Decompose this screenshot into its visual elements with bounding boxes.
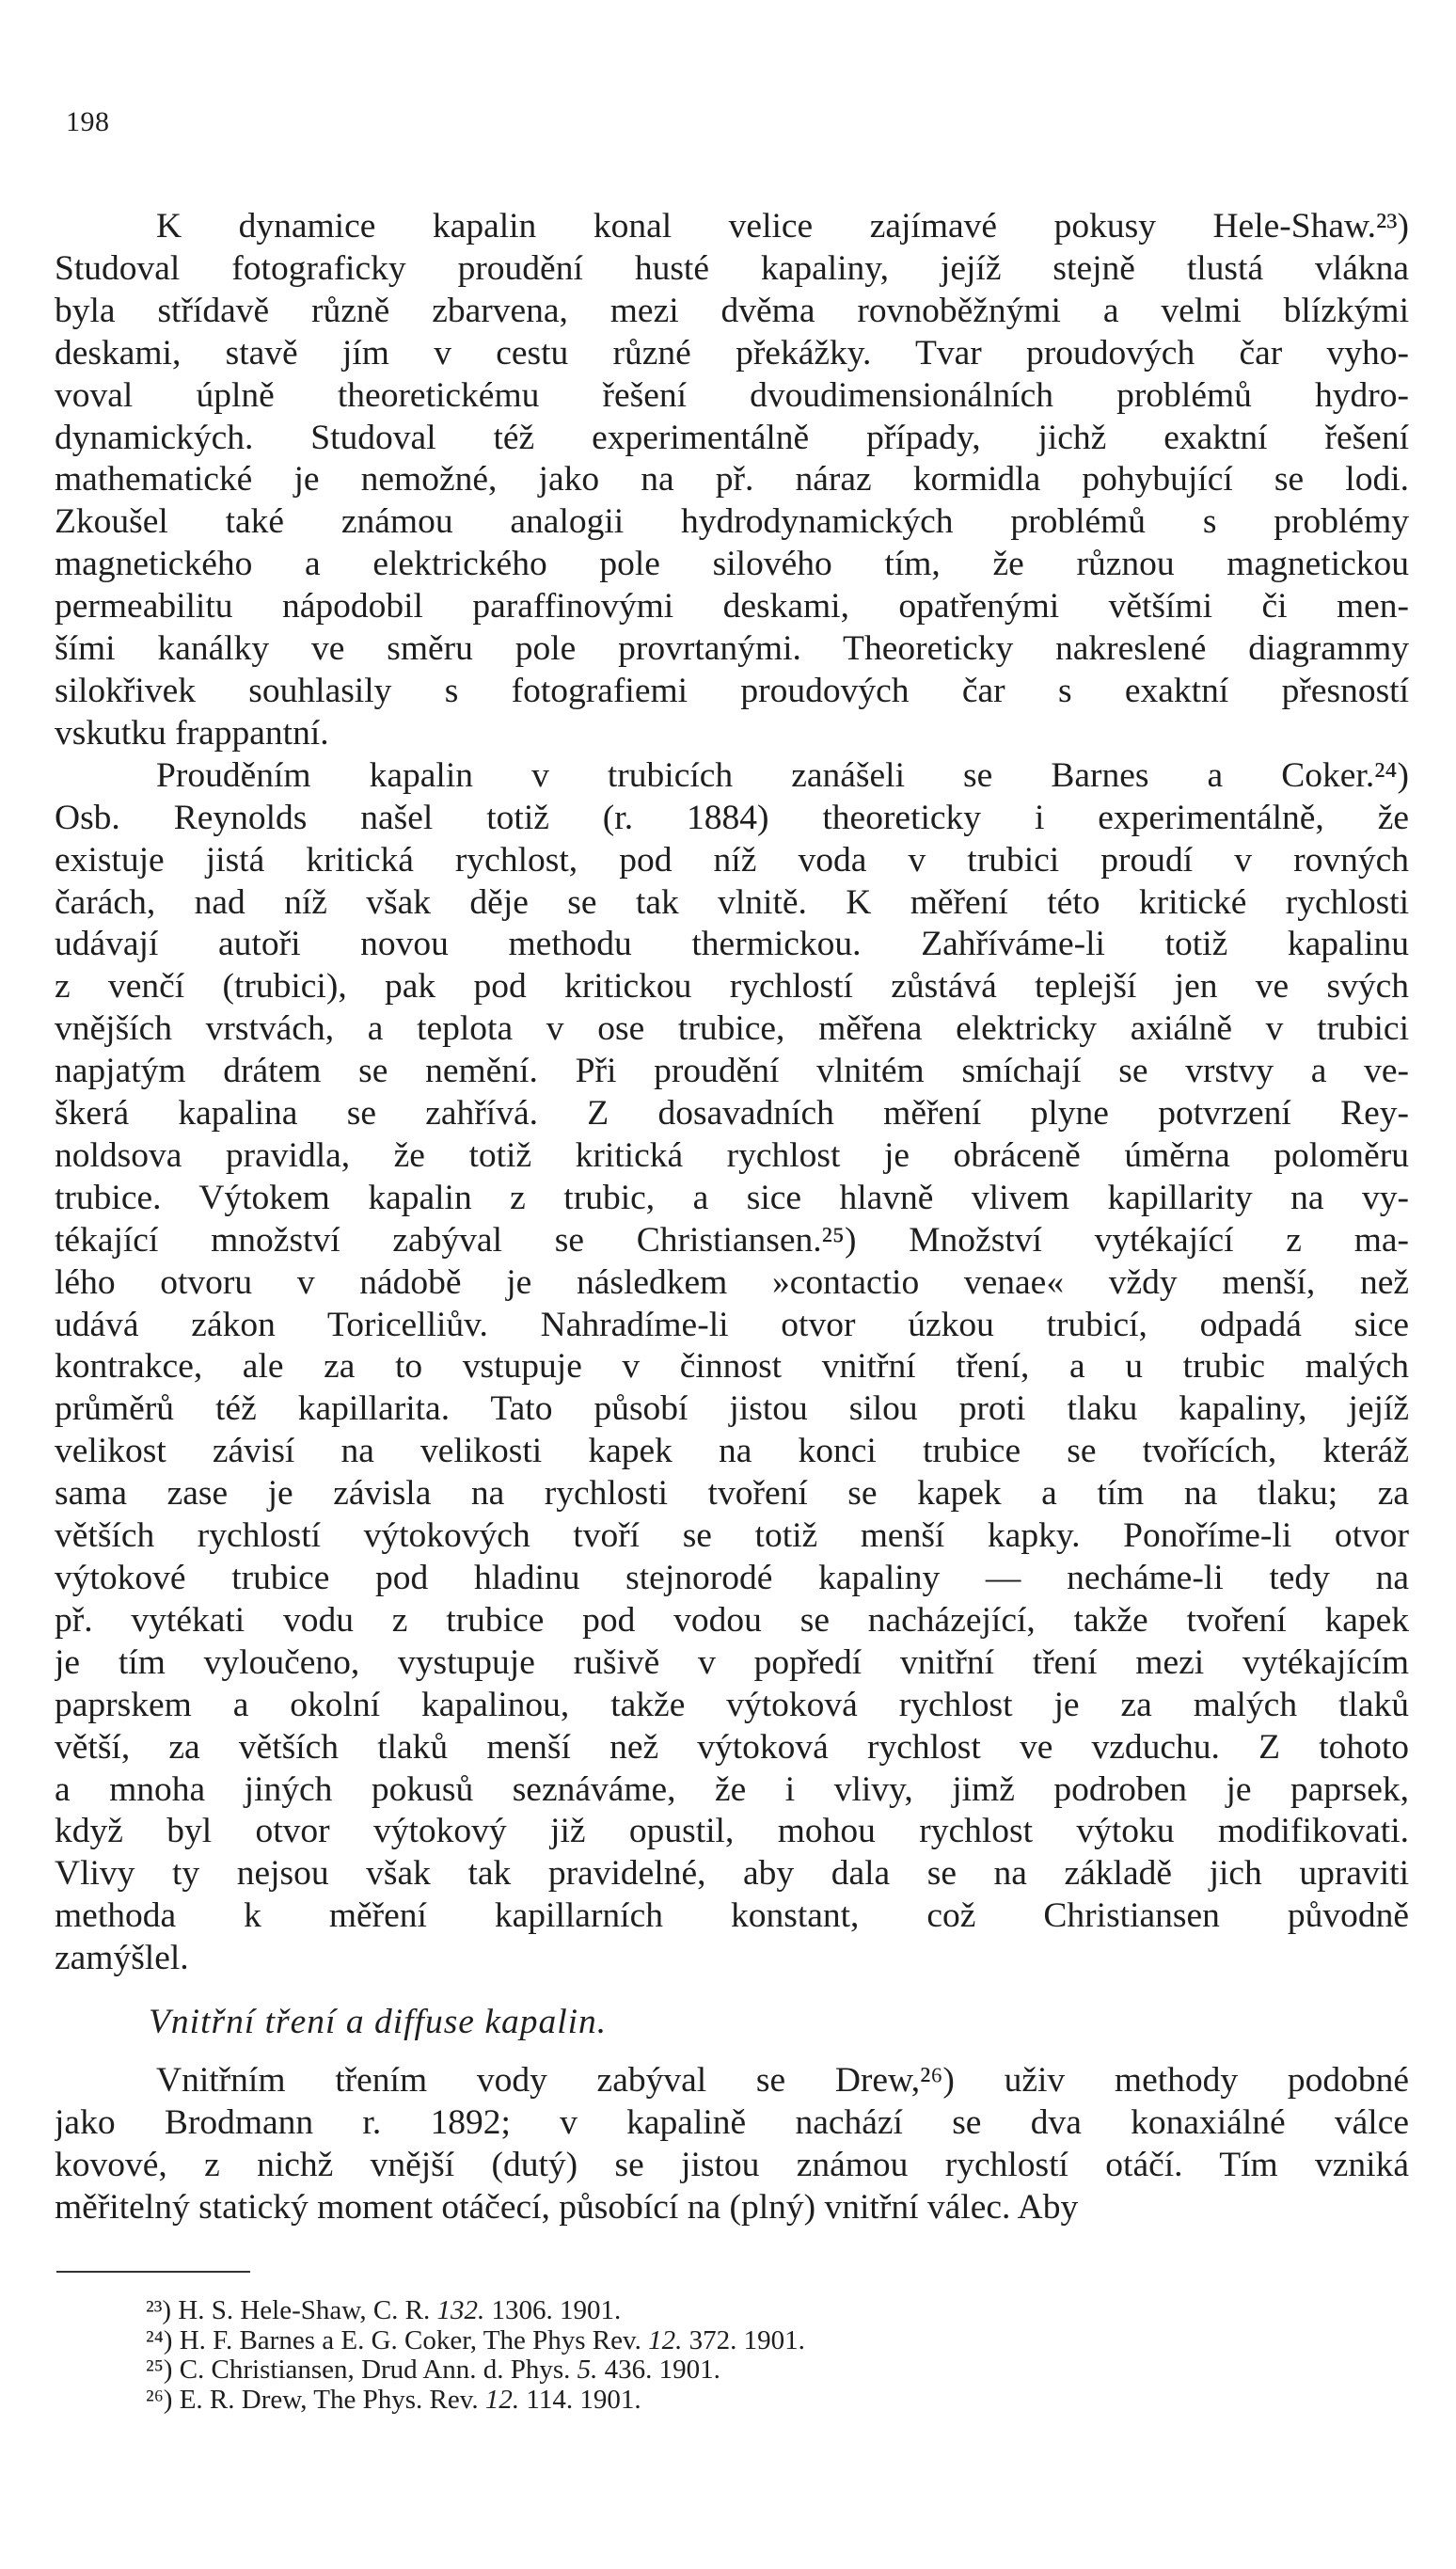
- text-line: jako Brodmann r. 1892; v kapalině nachází se dva konaxiálné válce: [55, 2102, 1409, 2142]
- text-line: napjatým drátem se nemění. Při proudění vlnitém smíchají se vrstvy a ve-: [55, 1052, 1409, 1091]
- footnote: [146, 2296, 805, 2326]
- text-line: vnějších vrstvách, a teplota v ose trubice, měřena elektricky axiálně v trubici: [55, 1009, 1409, 1049]
- text-line: kontrakce, ale za to vstupuje v činnost vnitřní tření, a u trubic malých: [55, 1347, 1409, 1387]
- text-line: větších rychlostí výtokových tvoří se totiž menší kapky. Ponoříme-li otvor: [55, 1516, 1409, 1556]
- footnote-journal: Drud Ann. d. Phys.: [361, 2355, 571, 2385]
- footnote-mark: ²³): [146, 2295, 172, 2325]
- footnote-volume: 12.: [484, 2384, 520, 2415]
- paragraph-1: [55, 206, 1409, 755]
- paragraph-3: [55, 2060, 1409, 2229]
- footnote-authors: H. S. Hele-Shaw,: [178, 2295, 367, 2325]
- text-line: udává zákon Toricelliův. Nahradíme-li otvor úzkou trubicí, odpadá sice: [55, 1305, 1409, 1344]
- main-text: [55, 206, 1409, 1980]
- text-line: Osb. Reynolds našel totiž (r. 1884) theoreticky i experimentálně, že: [55, 798, 1409, 837]
- text-line: Studoval fotograficky proudění husté kapaliny, jejíž stejně tlustá vlákna: [55, 248, 1409, 288]
- text-line: měřitelný statický moment otáčecí, působící na (plný) vnitřní válec. Aby: [55, 2187, 1079, 2227]
- text-line: tékající množství zabýval se Christiansen.²⁵) Množství vytékající z ma-: [55, 1220, 1409, 1260]
- footnote-journal: C. R.: [372, 2295, 431, 2325]
- text-line: magnetického a elektrického pole silového tím, že různou magnetickou: [55, 545, 1409, 584]
- footnote: [146, 2386, 805, 2416]
- text-line: kovové, z nichž vnější (dutý) se jistou známou rychlostí otáčí. Tím vzniká: [55, 2145, 1409, 2184]
- footnote-pages-year: 1306. 1901.: [491, 2295, 622, 2325]
- text-line: Vlivy ty nejsou však tak pravidelné, aby dala se na základě jich upraviti: [55, 1854, 1409, 1894]
- footnote: [146, 2326, 805, 2356]
- text-line: větší, za větších tlaků menší než výtoková rychlost ve vzduchu. Z tohoto: [55, 1727, 1409, 1767]
- text-line: a mnoha jiných pokusů seznáváme, že i vlivy, jimž podroben je paprsek,: [55, 1769, 1409, 1809]
- text-line: udávají autoři novou methodu thermickou. Zahříváme-li totiž kapalinu: [55, 925, 1409, 964]
- footnote-journal: The Phys. Rev.: [313, 2384, 479, 2415]
- paragraph-3-block: [55, 2060, 1409, 2229]
- footnote-pages-year: 114. 1901.: [526, 2384, 641, 2415]
- footnote-authors: C. Christiansen,: [179, 2355, 355, 2385]
- text-line: průměrů též kapillarita. Tato působí jistou silou proti tlaku kapaliny, jejíž: [55, 1389, 1409, 1429]
- text-line: existuje jistá kritická rychlost, pod níž voda v trubici proudí v rovných: [55, 840, 1409, 880]
- paragraph-2: [55, 755, 1409, 1980]
- text-line: noldsova pravidla, že totiž kritická rychlost je obráceně úměrna poloměru: [55, 1135, 1409, 1175]
- footnote-volume: 12.: [648, 2324, 683, 2355]
- text-line: permeabilitu nápodobil paraffinovými deskami, opatřenými většími či men-: [55, 587, 1409, 626]
- section-heading: Vnitřní tření a diffuse kapalin.: [149, 2003, 608, 2041]
- footnotes: [146, 2296, 805, 2415]
- text-line: Zkoušel také známou analogii hydrodynamických problémů s problémy: [55, 502, 1409, 542]
- text-line: šími kanálky ve směru pole provrtanými. Theoreticky nakreslené diagrammy: [55, 629, 1409, 669]
- text-line: velikost závisí na velikosti kapek na konci trubice se tvořících, kteráž: [55, 1432, 1409, 1471]
- text-line: deskami, stavě jím v cestu různé překážky. Tvar proudových čar vyho-: [55, 333, 1409, 373]
- footnote-volume: 132.: [436, 2295, 485, 2325]
- text-line: voval úplně theoretickému řešení dvoudimensionálních problémů hydro-: [55, 375, 1409, 415]
- text-line: lého otvoru v nádobě je následkem »contactio venae« vždy menší, než: [55, 1262, 1409, 1302]
- footnote-authors: E. R. Drew,: [179, 2384, 308, 2415]
- footnote-volume: 5.: [577, 2355, 598, 2385]
- text-line: trubice. Výtokem kapalin z trubic, a sice hlavně vlivem kapillarity na vy-: [55, 1178, 1409, 1217]
- text-line: byla střídavě různě zbarvena, mezi dvěma rovnoběžnými a velmi blízkými: [55, 291, 1409, 330]
- text-line: př. vytékati vodu z trubice pod vodou se nacházející, takže tvoření kapek: [55, 1600, 1409, 1640]
- page-number: 198: [66, 106, 110, 137]
- text-line: paprskem a okolní kapalinou, takže výtoková rychlost je za malých tlaků: [55, 1685, 1409, 1724]
- footnote-mark: ²⁶): [146, 2384, 173, 2415]
- text-line: je tím vyloučeno, vystupuje rušivě v popředí vnitřní tření mezi vytékajícím: [55, 1642, 1409, 1682]
- text-line: vskutku frappantní.: [55, 713, 329, 753]
- text-line: methoda k měření kapillarních konstant, což Christiansen původně: [55, 1896, 1409, 1936]
- footnote-divider: [56, 2271, 250, 2273]
- footnote-journal: The Phys Rev.: [483, 2324, 641, 2355]
- footnote: [146, 2355, 805, 2386]
- footnote-pages-year: 372. 1901.: [688, 2324, 805, 2355]
- footnote-authors: H. F. Barnes a E. G. Coker,: [179, 2324, 477, 2355]
- text-line: výtokové trubice pod hladinu stejnorodé kapaliny — necháme-li tedy na: [55, 1559, 1409, 1597]
- text-line: mathematické je nemožné, jako na př. náraz kormidla pohybující se lodi.: [55, 460, 1409, 500]
- footnote-pages-year: 436. 1901.: [604, 2355, 720, 2385]
- text-line: z venčí (trubici), pak pod kritickou rychlostí zůstává teplejší jen ve svých: [55, 967, 1409, 1007]
- text-line: Vnitřním třením vody zabýval se Drew,²⁶) uživ methody podobné: [156, 2061, 1409, 2100]
- text-line: K dynamice kapalin konal velice zajímavé pokusy Hele-Shaw.²³): [156, 207, 1409, 246]
- text-line: zamýšlel.: [55, 1939, 189, 1978]
- footnote-mark: ²⁴): [146, 2324, 173, 2355]
- text-line: Prouděním kapalin v trubicích zanášeli se Barnes a Coker.²⁴): [156, 755, 1409, 795]
- text-line: čarách, nad níž však děje se tak vlnitě. K měření této kritické rychlosti: [55, 882, 1409, 922]
- text-line: silokřivek souhlasily s fotografiemi proudových čar s exaktní přesností: [55, 671, 1409, 710]
- text-line: dynamických. Studoval též experimentálně případy, jichž exaktní řešení: [55, 418, 1409, 457]
- text-line: když byl otvor výtokový již opustil, mohou rychlost výtoku modifikovati.: [55, 1812, 1409, 1851]
- text-line: sama zase je závisla na rychlosti tvoření se kapek a tím na tlaku; za: [55, 1474, 1409, 1514]
- text-line: škerá kapalina se zahřívá. Z dosavadních měření plyne potvrzení Rey-: [55, 1094, 1409, 1134]
- footnote-mark: ²⁵): [146, 2355, 173, 2385]
